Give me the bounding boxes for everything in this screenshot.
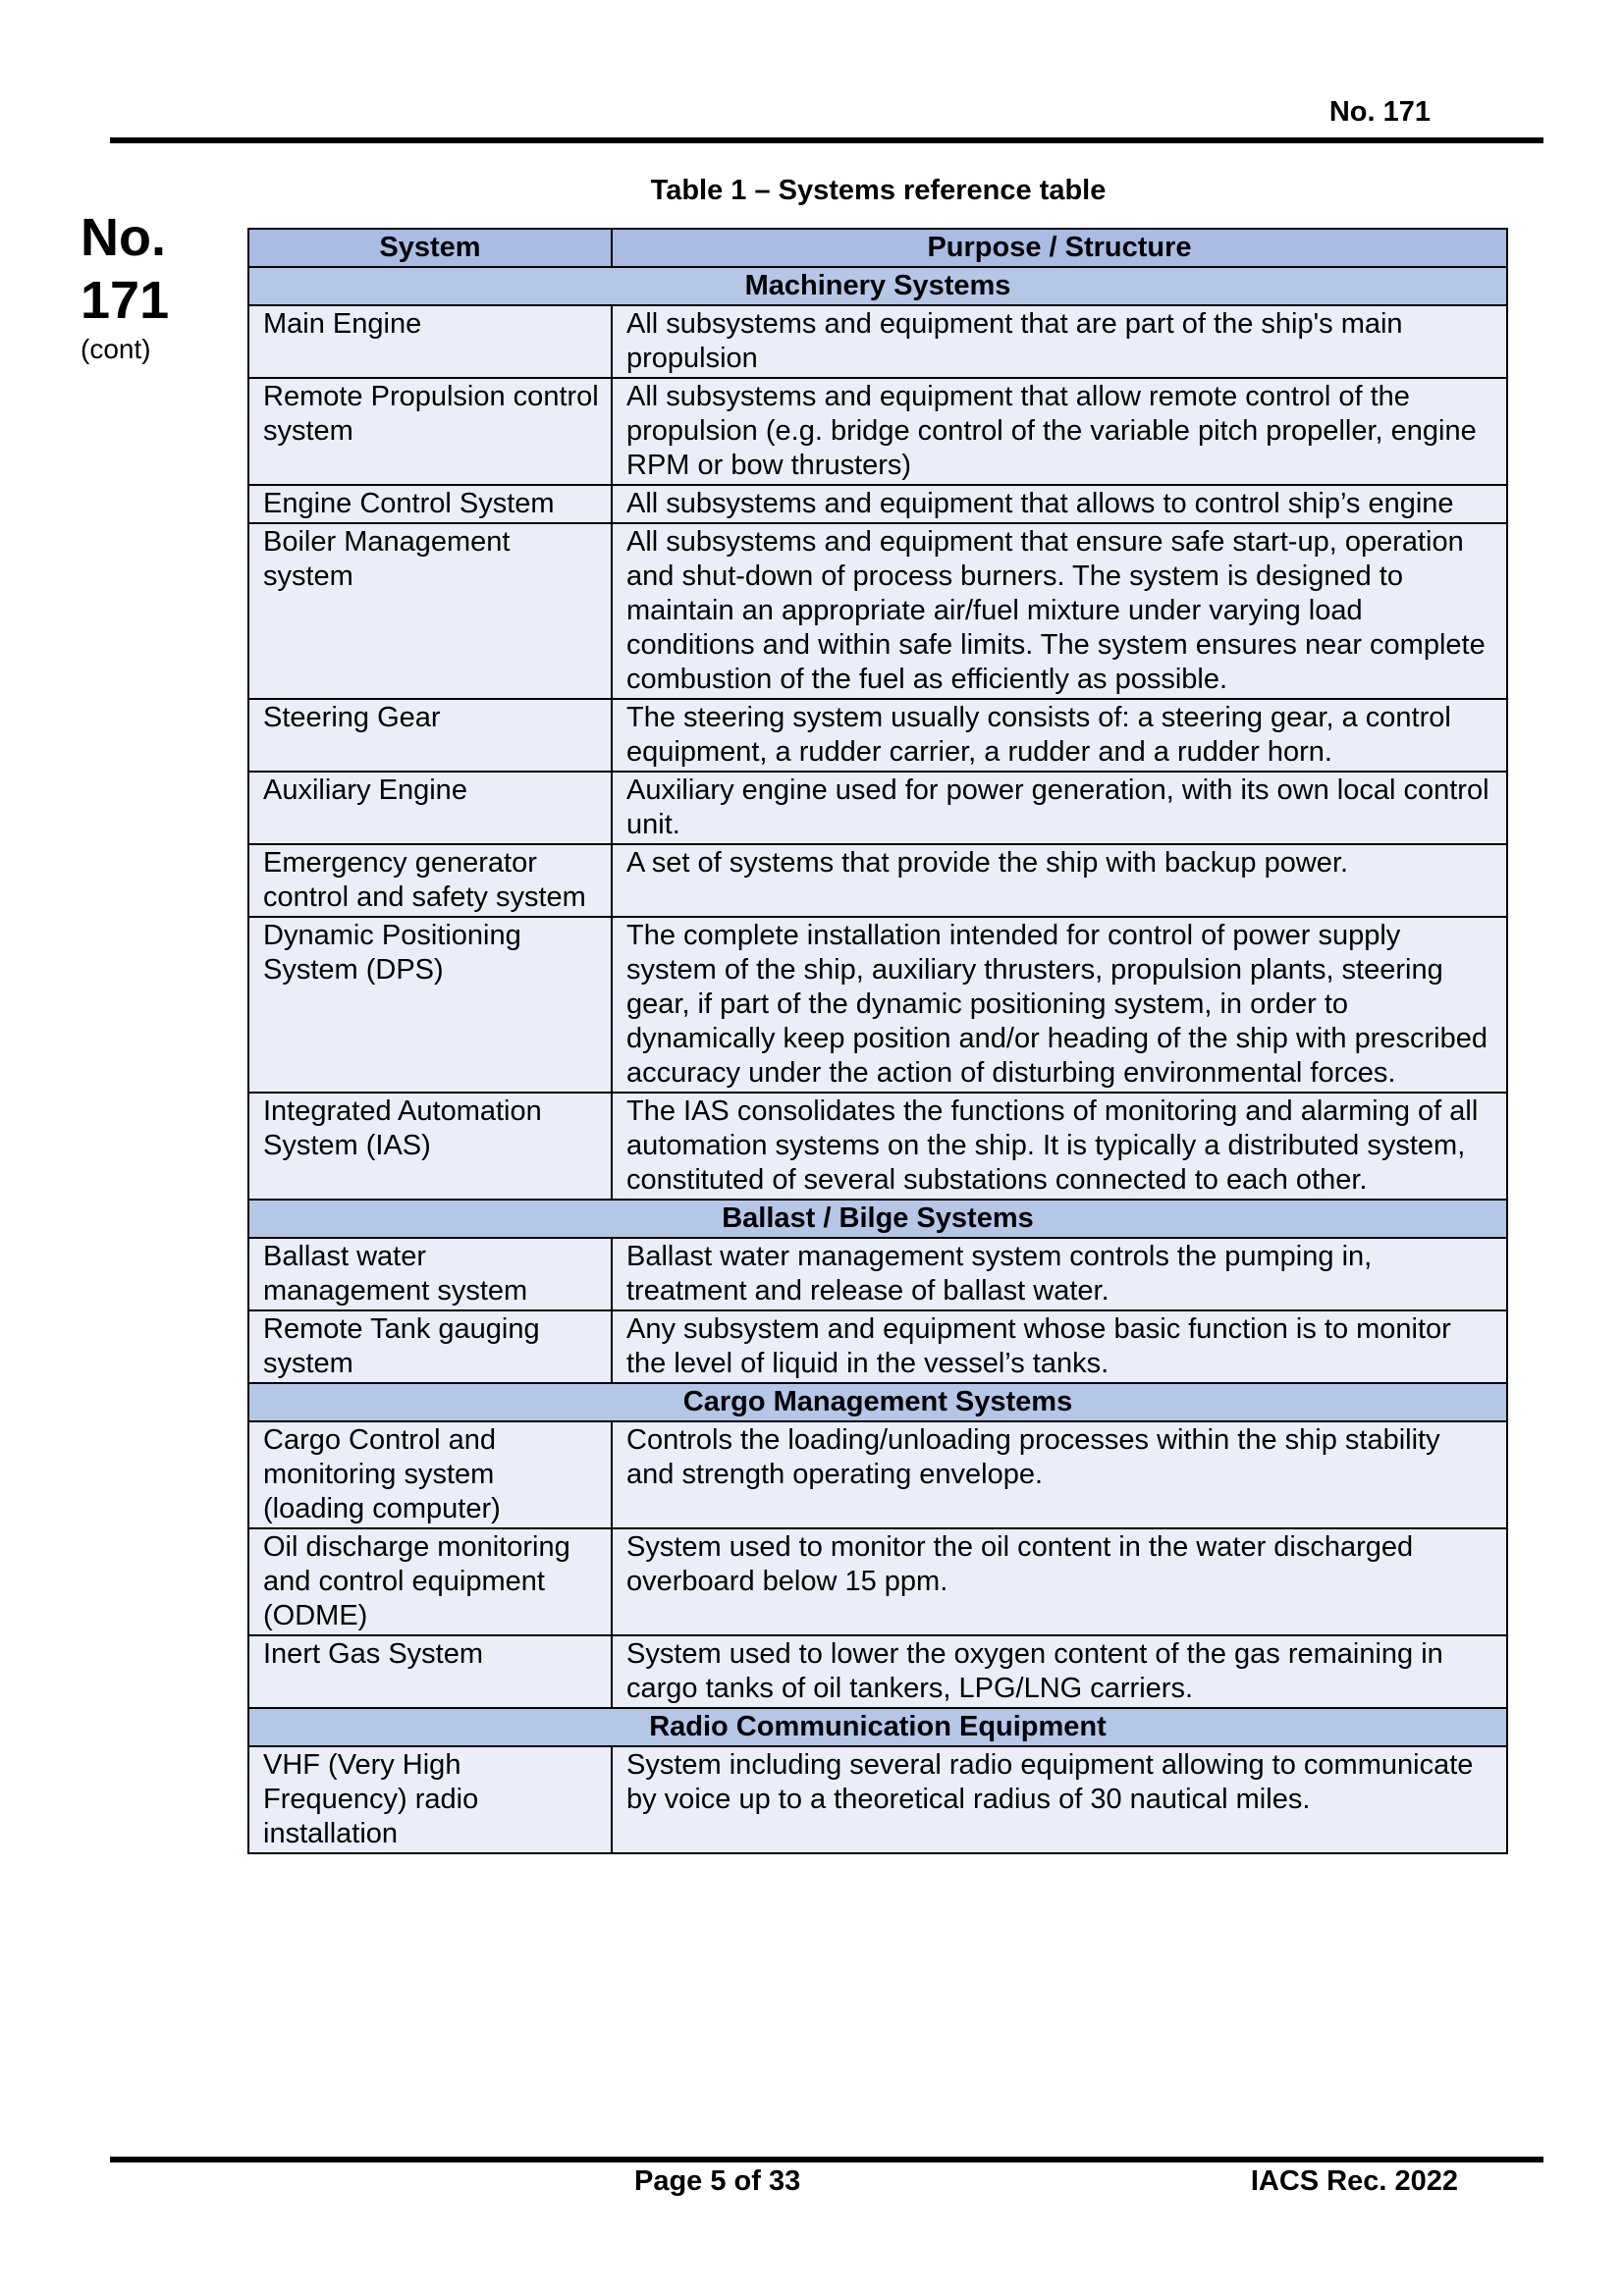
system-purpose-cell: The IAS consolidates the functions of monitoring and alarming of all automation systems on the ship. It is typically a distributed system, constituted of several substations connected to each other. — [612, 1093, 1507, 1200]
system-name-cell: VHF (Very High Frequency) radio installation — [248, 1746, 612, 1853]
table-row — [248, 699, 1507, 772]
table-row — [248, 523, 1507, 699]
system-purpose-cell: Auxiliary engine used for power generation, with its own local control unit. — [612, 772, 1507, 844]
table-row — [248, 1238, 1507, 1310]
system-name-cell: Boiler Management system — [248, 523, 612, 699]
system-purpose-cell: The complete installation intended for control of power supply system of the ship, auxiliary thrusters, propulsion plants, steering gear, if part of the dynamic positioning system, in order to dynamically keep position and/or heading of the ship with prescribed accuracy under the action of disturbing environmental forces. — [612, 917, 1507, 1093]
page-number: Page 5 of 33 — [634, 2165, 801, 2197]
system-purpose-cell: System used to lower the oxygen content of the gas remaining in cargo tanks of oil tankers, LPG/LNG carriers. — [612, 1635, 1507, 1708]
system-name-cell: Emergency generator control and safety system — [248, 844, 612, 917]
system-name-cell: Auxiliary Engine — [248, 772, 612, 844]
table-row — [248, 1310, 1507, 1383]
system-name-cell: Remote Propulsion control system — [248, 378, 612, 485]
section-title: Cargo Management Systems — [248, 1383, 1507, 1421]
system-purpose-cell: All subsystems and equipment that are part of the ship's main propulsion — [612, 305, 1507, 378]
systems-reference-table — [247, 228, 1508, 1854]
table-row — [248, 378, 1507, 485]
system-name-cell: Oil discharge monitoring and control equipment (ODME) — [248, 1528, 612, 1635]
table-row — [248, 1421, 1507, 1528]
section-title: Machinery Systems — [248, 267, 1507, 305]
header-rule — [110, 137, 1543, 143]
section-header-row — [248, 1708, 1507, 1746]
system-name-cell: Engine Control System — [248, 485, 612, 523]
table-caption: Table 1 – Systems reference table — [650, 175, 1107, 206]
table-row — [248, 917, 1507, 1093]
system-purpose-cell: System including several radio equipment allowing to communicate by voice up to a theoretical radius of 30 nautical miles. — [612, 1746, 1507, 1853]
system-name-cell: Inert Gas System — [248, 1635, 612, 1708]
table-row — [248, 1746, 1507, 1853]
system-name-cell: Main Engine — [248, 305, 612, 378]
document-reference: IACS Rec. 2022 — [1250, 2165, 1458, 2197]
table-row — [248, 772, 1507, 844]
system-purpose-cell: Controls the loading/unloading processes within the ship stability and strength operating envelope. — [612, 1421, 1507, 1528]
system-name-cell: Ballast water management system — [248, 1238, 612, 1310]
table-header-row — [248, 229, 1507, 267]
system-name-cell: Steering Gear — [248, 699, 612, 772]
section-header-row — [248, 267, 1507, 305]
side-label — [81, 206, 189, 365]
section-title: Ballast / Bilge Systems — [248, 1200, 1507, 1238]
system-purpose-cell: The steering system usually consists of: a steering gear, a control equipment, a rudder carrier, a rudder and a rudder horn. — [612, 699, 1507, 772]
column-header-purpose: Purpose / Structure — [612, 229, 1507, 267]
footer-rule — [110, 2157, 1543, 2163]
table-row — [248, 305, 1507, 378]
system-name-cell: Remote Tank gauging system — [248, 1310, 612, 1383]
document-number: No. 171 — [1328, 96, 1431, 128]
system-name-cell: Integrated Automation System (IAS) — [248, 1093, 612, 1200]
system-name-cell: Dynamic Positioning System (DPS) — [248, 917, 612, 1093]
system-name-cell: Cargo Control and monitoring system (loading computer) — [248, 1421, 612, 1528]
system-purpose-cell: All subsystems and equipment that allow remote control of the propulsion (e.g. bridge control of the variable pitch propeller, engine RPM or bow thrusters) — [612, 378, 1507, 485]
side-label-cont: (cont) — [81, 334, 151, 364]
system-purpose-cell: Ballast water management system controls the pumping in, treatment and release of ballast water. — [612, 1238, 1507, 1310]
table-body — [248, 267, 1507, 1853]
system-purpose-cell: All subsystems and equipment that allows to control ship’s engine — [612, 485, 1507, 523]
table-row — [248, 1528, 1507, 1635]
system-purpose-cell: All subsystems and equipment that ensure safe start-up, operation and shut-down of process burners. The system is designed to maintain an appropriate air/fuel mixture under varying load conditions and within safe limits. The system ensures near complete combustion of the fuel as efficiently as possible. — [612, 523, 1507, 699]
section-header-row — [248, 1200, 1507, 1238]
table-row — [248, 485, 1507, 523]
side-label-no: No. — [81, 208, 166, 267]
table-row — [248, 844, 1507, 917]
system-purpose-cell: System used to monitor the oil content in the water discharged overboard below 15 ppm. — [612, 1528, 1507, 1635]
table-row — [248, 1093, 1507, 1200]
system-purpose-cell: A set of systems that provide the ship with backup power. — [612, 844, 1507, 917]
side-label-number: 171 — [81, 271, 170, 330]
section-title: Radio Communication Equipment — [248, 1708, 1507, 1746]
system-purpose-cell: Any subsystem and equipment whose basic function is to monitor the level of liquid in the vessel’s tanks. — [612, 1310, 1507, 1383]
column-header-system: System — [248, 229, 612, 267]
section-header-row — [248, 1383, 1507, 1421]
table-row — [248, 1635, 1507, 1708]
